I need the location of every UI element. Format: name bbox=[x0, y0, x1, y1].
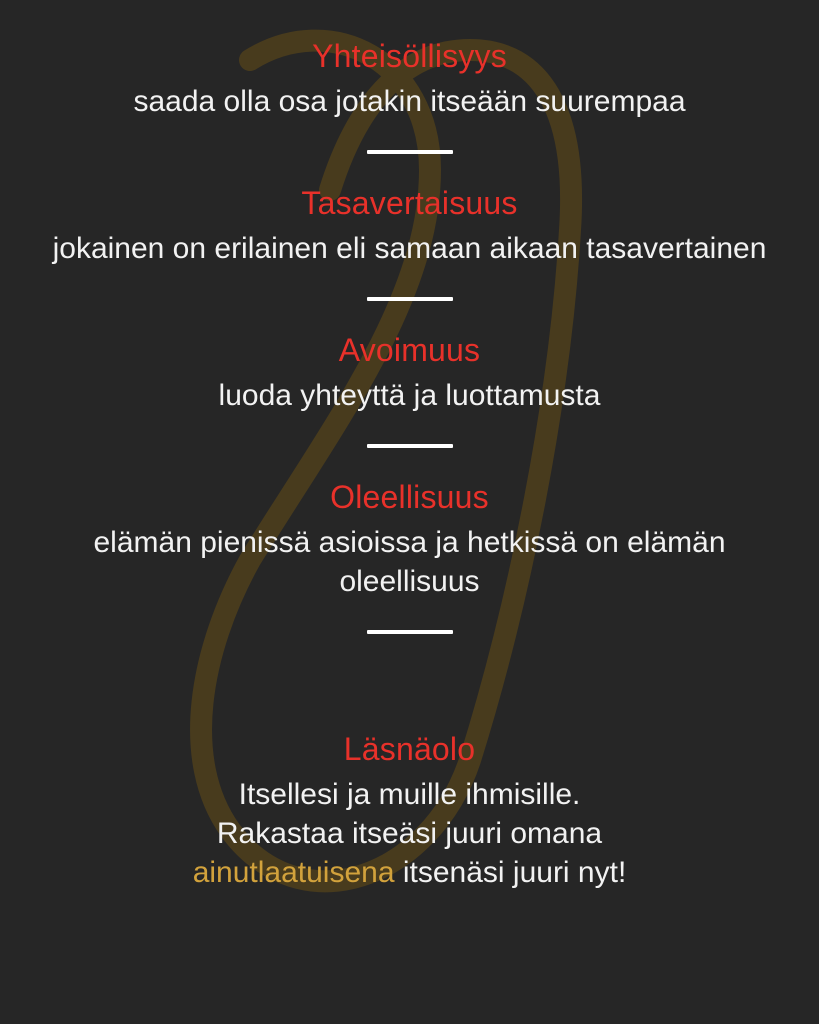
value-description bbox=[12, 523, 807, 601]
value-description-line: oleellisuus bbox=[339, 565, 480, 598]
value-description-line: jokainen on erilainen eli samaan aikaan tasavertainen bbox=[52, 232, 767, 265]
divider-4 bbox=[12, 601, 807, 663]
divider-rule bbox=[367, 150, 453, 154]
value-description-line: Itsellesi ja muille ihmisille. bbox=[238, 778, 581, 811]
value-description-line: elämän pienissä asioissa ja hetkissä on elämän bbox=[93, 526, 726, 559]
value-title: Yhteisöllisyys bbox=[312, 38, 507, 74]
value-block-yhteisollisyys bbox=[12, 36, 807, 121]
divider-rule bbox=[367, 444, 453, 448]
value-description bbox=[12, 229, 807, 268]
value-title: Avoimuus bbox=[338, 332, 481, 368]
spacer bbox=[12, 663, 807, 729]
value-description bbox=[12, 82, 807, 121]
value-block-lasnaolo bbox=[12, 729, 807, 892]
value-title: Oleellisuus bbox=[330, 479, 489, 515]
value-description bbox=[12, 775, 807, 892]
divider-1 bbox=[12, 121, 807, 183]
final-line-rest: itsenäsi juuri nyt! bbox=[394, 856, 627, 889]
divider-2 bbox=[12, 268, 807, 330]
divider-rule bbox=[367, 630, 453, 634]
value-block-oleellisuus bbox=[12, 477, 807, 601]
value-description bbox=[12, 376, 807, 415]
divider-rule bbox=[367, 297, 453, 301]
value-title: Läsnäolo bbox=[343, 731, 476, 767]
value-title: Tasavertaisuus bbox=[301, 185, 518, 221]
value-description-line: Rakastaa itseäsi juuri omana bbox=[216, 817, 603, 850]
highlighted-word: ainutlaatuisena bbox=[192, 856, 395, 889]
value-description-line: saada olla osa jotakin itseään suurempaa bbox=[133, 85, 686, 118]
value-block-tasavertaisuus bbox=[12, 183, 807, 268]
value-description-final-line bbox=[20, 853, 799, 892]
value-description-line: luoda yhteyttä ja luottamusta bbox=[218, 379, 601, 412]
value-block-avoimuus bbox=[12, 330, 807, 415]
divider-3 bbox=[12, 415, 807, 477]
